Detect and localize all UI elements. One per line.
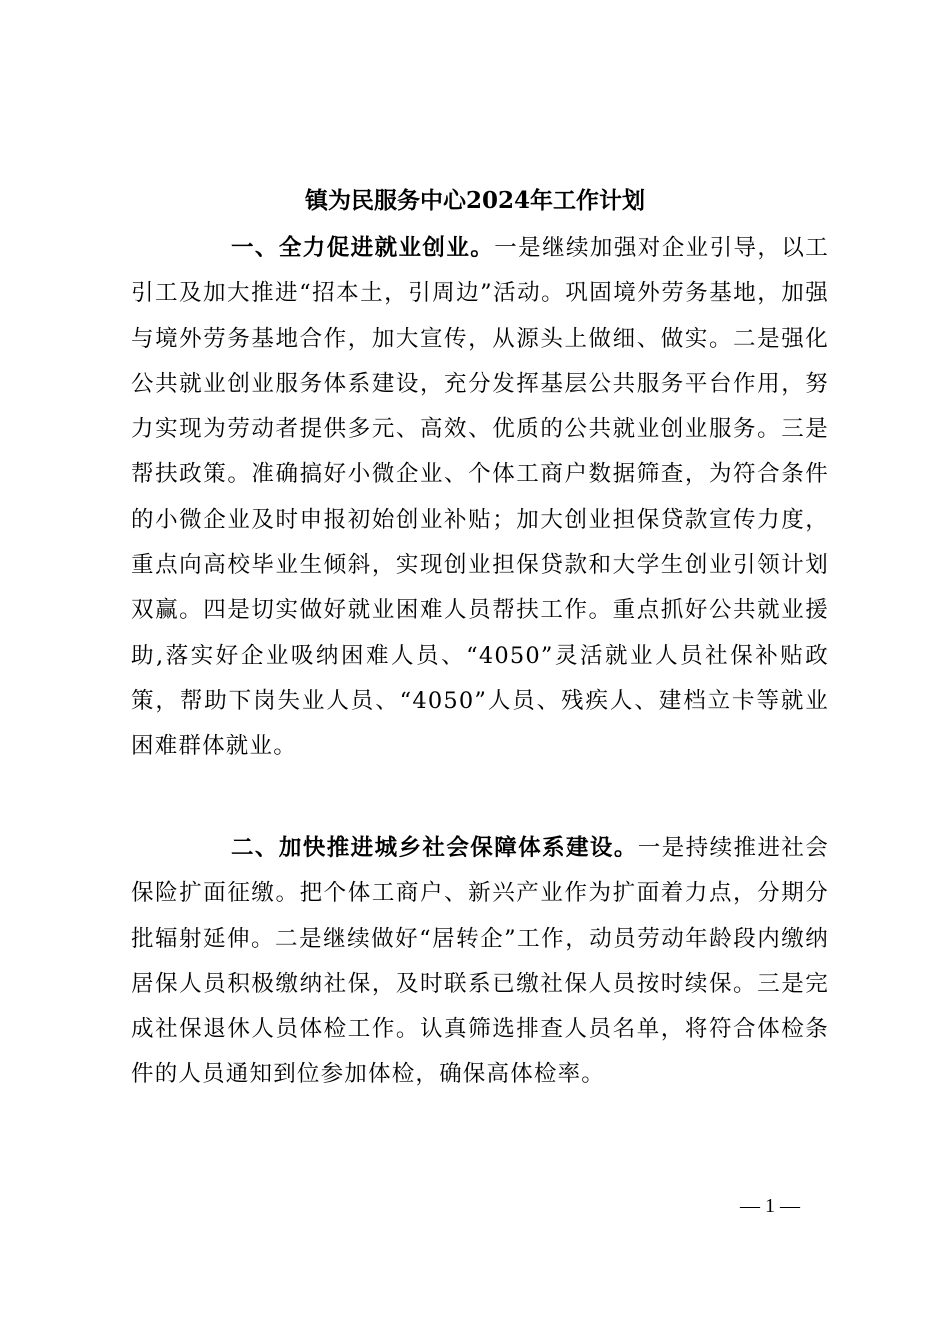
section-social-security: [131, 826, 829, 1098]
section-body-social-security: 一是持续推进社会保险扩面征缴。把个体工商户、新兴产业作为扩面着力点，分期分批辐射延伸。二是继续做好“居转企”工作，动员劳动年龄段内缴纳居保人员积极缴纳社保，及时联系已缴社保人员按时续保。三是完成社保退休人员体检工作。认真筛选排查人员名单，将符合体检条件的人员通知到位参加体检，确保高体检率。: [131, 835, 829, 1088]
section-heading-employment: 一、全力促进就业创业。: [231, 235, 495, 261]
section-body-employment: 一是继续加强对企业引导，以工引工及加大推进“招本土，引周边”活动。巩固境外劳务基地，加强与境外劳务基地合作，加大宣传，从源头上做细、做实。二是强化公共就业创业服务体系建设，充分发挥基层公共服务平台作用，努力实现为劳动者提供多元、高效、优质的公共就业创业服务。三是帮扶政策。准确搞好小微企业、个体工商户数据筛查，为符合条件的小微企业及时申报初始创业补贴；加大创业担保贷款宣传力度，重点向高校毕业生倾斜，实现创业担保贷款和大学生创业引领计划双赢。四是切实做好就业困难人员帮扶工作。重点抓好公共就业援助,落实好企业吸纳困难人员、“4050”灵活就业人员社保补贴政策，帮助下岗失业人员、“4050”人员、残疾人、建档立卡等就业困难群体就业。: [131, 235, 829, 760]
document-title: 镇为民服务中心2024年工作计划: [304, 187, 645, 214]
section-employment: [131, 226, 829, 770]
section-heading-social-security: 二、加快推进城乡社会保障体系建设。: [231, 835, 638, 861]
page-number: — 1 —: [740, 1195, 800, 1217]
